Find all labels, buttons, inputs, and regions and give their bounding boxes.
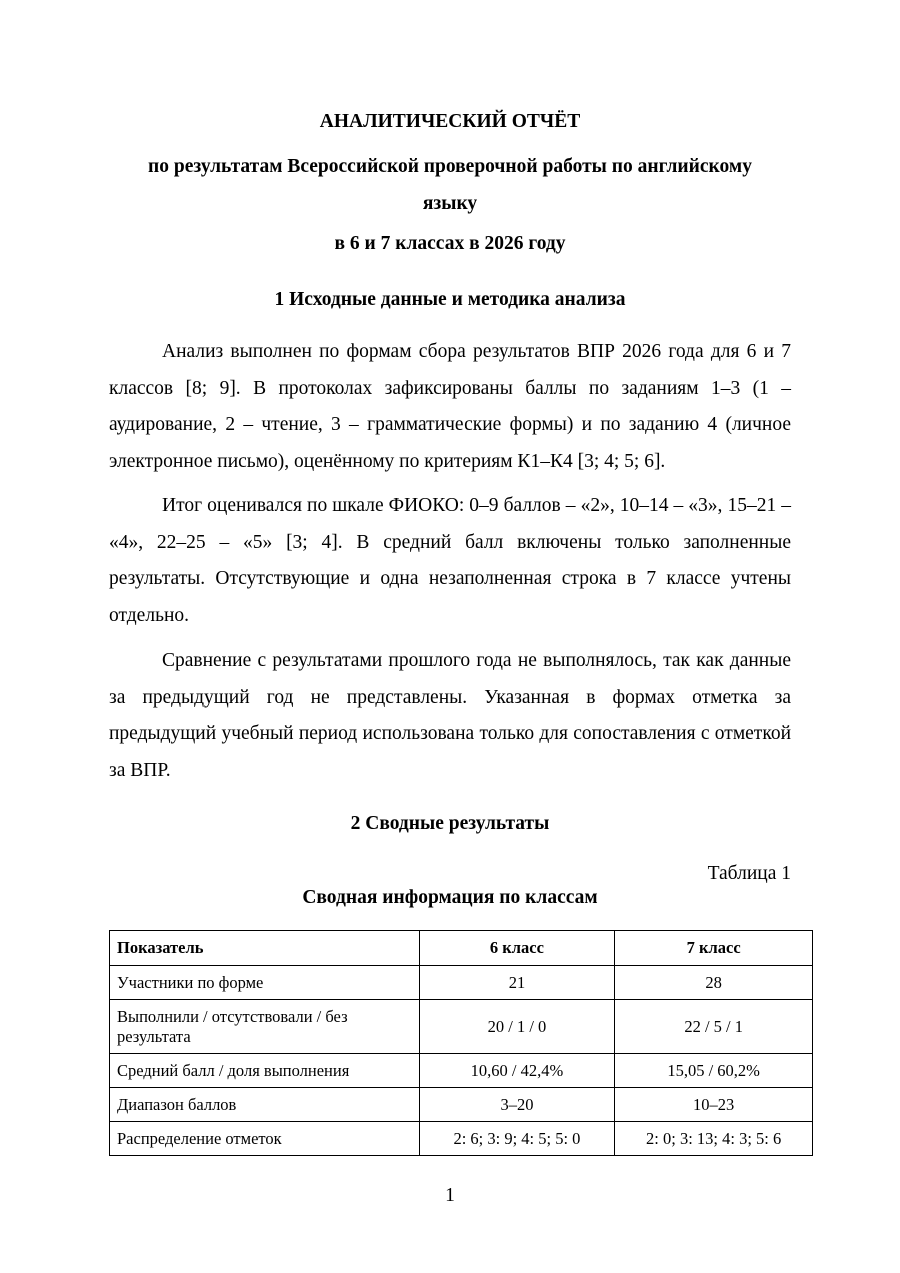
cell-grade-6: 21 [419,966,615,1000]
table-caption: Сводная информация по классам [302,887,598,908]
table-row [110,1122,813,1156]
section1-paragraph-2: Итог оценивался по шкале ФИОКО: 0–9 баллов – «2», 10–14 – «3», 15–21 – «4», 22–25 – «5» [3; 4]. В средний балл включены только заполненные результаты. Отсутствующие и одна незаполненная строка в 7 классе учтены отдельно. [109,495,791,626]
header-grade-6: 6 класс [419,931,615,966]
cell-grade-7: 2: 0; 3: 13; 4: 3; 5: 6 [615,1122,813,1156]
cell-grade-7: 10–23 [615,1088,813,1122]
cell-grade-6: 10,60 / 42,4% [419,1054,615,1088]
report-title: АНАЛИТИЧЕСКИЙ ОТЧЁТ [319,111,581,132]
report-subtitle-line3: в 6 и 7 классах в 2026 году [334,233,566,254]
header-indicator: Показатель [110,931,420,966]
row-label: Средний балл / доля выполнения [110,1054,420,1088]
section1-paragraph-3: Сравнение с результатами прошлого года не выполнялось, так как данные за предыдущий год не представлены. Указанная в формах отметка за предыдущий учебный период использована только для сопоставления с отметкой за ВПР. [109,650,791,781]
section1-heading: 1 Исходные данные и методика анализа [274,289,626,310]
row-label: Участники по форме [110,966,420,1000]
cell-grade-7: 28 [615,966,813,1000]
section2-heading: 2 Сводные результаты [350,813,550,834]
cell-grade-7: 15,05 / 60,2% [615,1054,813,1088]
cell-grade-6: 2: 6; 3: 9; 4: 5; 5: 0 [419,1122,615,1156]
row-label: Распределение отметок [110,1122,420,1156]
header-grade-7: 7 класс [615,931,813,966]
table-number: Таблица 1 [707,863,791,884]
table-row [110,1088,813,1122]
section1-paragraph-1: Анализ выполнен по формам сбора результатов ВПР 2026 года для 6 и 7 классов [8; 9]. В протоколах зафиксированы баллы по заданиям 1–3 (1 – аудирование, 2 – чтение, 3 – грамматические формы) и по заданию 4 (личное электронное письмо), оценённому по критериям К1–К4 [3; 4; 5; 6]. [109,341,791,472]
page-number: 1 [445,1185,455,1206]
row-label: Диапазон баллов [110,1088,420,1122]
cell-grade-6: 20 / 1 / 0 [419,1000,615,1054]
row-label: Выполнили / отсутствовали / без результата [110,1000,420,1054]
cell-grade-7: 22 / 5 / 1 [615,1000,813,1054]
report-subtitle-line1: по результатам Всероссийской проверочной работы по английскому [148,156,752,177]
table-header-row [110,931,813,966]
table-row [110,1054,813,1088]
summary-table [109,930,813,1156]
table-row [110,966,813,1000]
table-row [110,1000,813,1054]
cell-grade-6: 3–20 [419,1088,615,1122]
report-subtitle-line2: языку [422,193,478,214]
